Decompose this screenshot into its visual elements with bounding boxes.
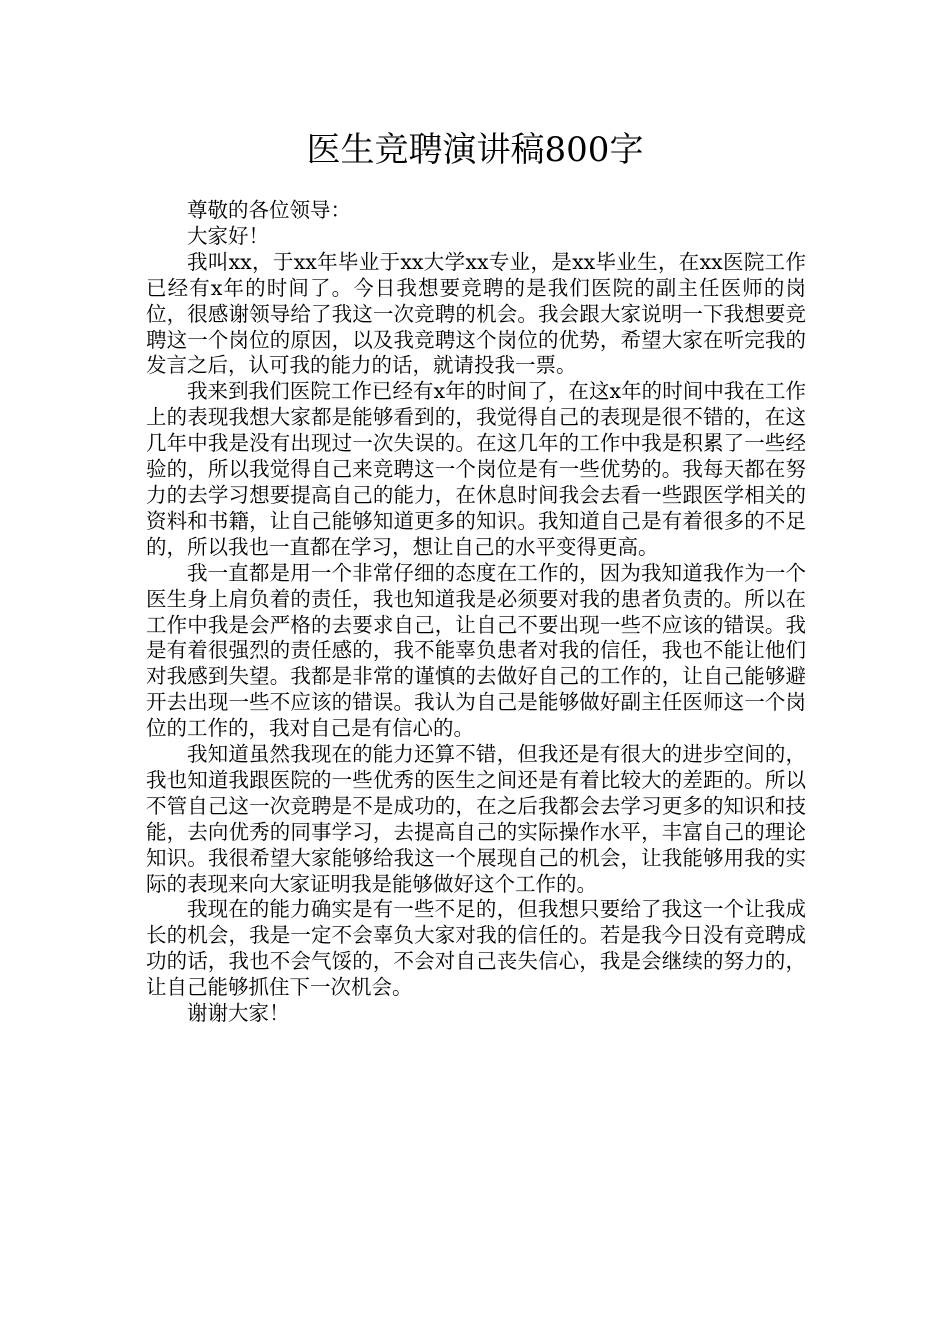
salutation: 尊敬的各位领导： — [187, 198, 351, 222]
paragraph-work-attitude: 我一直都是用一个非常仔细的态度在工作的，因为我知道我作为一个医生身上肩负着的责任，我也知道我是必须要对我的患者负责的。所以在工作中我是会严格的去要求自己，让自己不要出现一些不应该的错误。我是有着很强烈的责任感的，我不能辜负患者对我的信任，我也不能让他们对我感到失望。我都是非常的谨慎的去做好自己的工作的，让自己能够避开去出现一些不应该的错误。我认为自己是能够做好副主任医师这一个岗位的工作的，我对自己是有信心的。 — [146, 560, 806, 741]
document-title: 医生竞聘演讲稿800字 — [306, 130, 644, 170]
document-body — [146, 198, 806, 1027]
greeting: 大家好！ — [187, 223, 269, 248]
paragraph-work-experience: 我来到我们医院工作已经有x年的时间了，在这x年的时间中我在工作上的表现我想大家都是能够看到的，我觉得自己的表现是很不错的，在这几年中我是没有出现过一次失误的。在这几年的工作中我是积累了一些经验的，所以我觉得自己来竞聘这一个岗位是有一些优势的。我每天都在努力的去学习想要提高自己的能力，在休息时间我会去看一些跟医学相关的资料和书籍，让自己能够知道更多的知识。我知道自己是有着很多的不足的，所以我也一直都在学习，想让自己的水平变得更高。 — [146, 379, 806, 559]
closing-thanks: 谢谢大家！ — [187, 1001, 290, 1026]
paragraph-introduction: 我叫xx，于xx年毕业于xx大学xx专业，是xx毕业生，在xx医院工作已经有x年的时间了。今日我想要竞聘的是我们医院的副主任医师的岗位，很感谢领导给了我这一次竞聘的机会。我会跟大家说明一下我想要竞聘这一个岗位的原因，以及我竞聘这个岗位的优势，希望大家在听完我的发言之后，认可我的能力的话，就请投我一票。 — [146, 249, 806, 378]
paragraph-conclusion: 我现在的能力确实是有一些不足的，但我想只要给了我这一个让我成长的机会，我是一定不会辜负大家对我的信任的。若是我今日没有竞聘成功的话，我也不会气馁的，不会对自己丧失信心，我是会继续的努力的，让自己能够抓住下一次机会。 — [146, 897, 806, 1000]
paragraph-improvement: 我知道虽然我现在的能力还算不错，但我还是有很大的进步空间的，我也知道我跟医院的一些优秀的医生之间还是有着比较大的差距的。所以不管自己这一次竞聘是不是成功的，在之后我都会去学习更多的知识和技能，去向优秀的同事学习，去提高自己的实际操作水平，丰富自己的理论知识。我很希望大家能够给我这一个展现自己的机会，让我能够用我的实际的表现来向大家证明我是能够做好这个工作的。 — [146, 742, 806, 896]
